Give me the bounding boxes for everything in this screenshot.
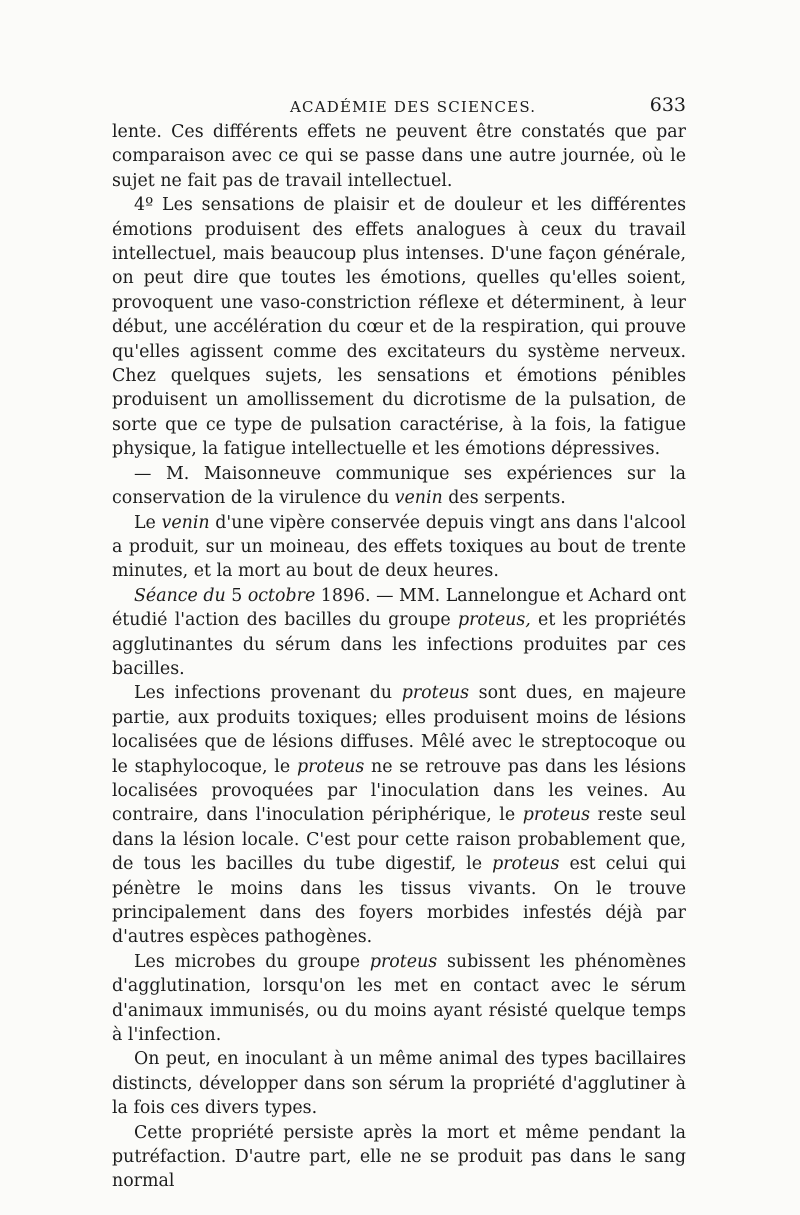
- paragraph-maisonneuve: [112, 462, 686, 511]
- page-number: 633: [649, 94, 686, 116]
- italic-term: venin: [161, 512, 210, 533]
- text-run: 1896. — MM. Lannelongue et Achard ont étudié l'action des bacilles du groupe: [112, 585, 687, 631]
- text-run: d'une vipère conservée depuis vingt ans dans l'alcool a produit, sur un moineau, des effets toxiques au bout de trente minutes, et la mort au bout de deux heures.: [112, 512, 686, 582]
- text-run: — M. Maisonneuve communique ses expériences sur la conservation de la virulence du: [112, 463, 686, 509]
- italic-term: proteus,: [457, 610, 531, 631]
- italic-term: proteus: [522, 805, 591, 826]
- italic-term: proteus: [401, 683, 470, 704]
- body-text: [112, 120, 686, 1194]
- text-run: reste seul dans la lésion locale. C'est pour cette raison probablement que, de tous les bacilles du tube digestif, le: [112, 805, 686, 875]
- italic-term: proteus: [492, 854, 560, 875]
- italic-term: Séance du: [134, 585, 226, 606]
- paragraph-inoculation: On peut, en inoculant à un même animal des types bacillaires distincts, développer dans son sérum la propriété d'agglutiner à la fois ces divers types.: [112, 1049, 686, 1119]
- text-run: Les infections provenant du: [134, 683, 402, 704]
- italic-term: proteus: [369, 951, 438, 972]
- text-run: subissent les phénomènes d'agglutination, lorsqu'on les met en contact avec le sérum d'animaux immunisés, ou du moins ayant résisté quelque temps à l'infection.: [112, 951, 686, 1046]
- italic-term: venin: [394, 488, 443, 509]
- text-run: des serpents.: [442, 488, 566, 509]
- italic-term: proteus: [296, 756, 365, 777]
- paragraph-microbes: [112, 950, 686, 1048]
- document-page: [112, 92, 686, 1194]
- text-run: Le: [134, 512, 162, 533]
- text-run: et les propriétés agglutinantes du sérum dans les infections produites par ces bacilles.: [112, 610, 687, 679]
- paragraph-seance: [112, 584, 686, 682]
- italic-term: octobre: [247, 585, 316, 606]
- paragraph-persistence: Cette propriété persiste après la mort et même pendant la putréfaction. D'autre part, elle ne se produit pas dans le sang normal: [112, 1122, 686, 1192]
- text-run: 5: [225, 585, 248, 606]
- paragraph-emotions: 4º Les sensations de plaisir et de douleur et les différentes émotions produisent des effets analogues à ceux du travail intellectuel, mais beaucoup plus intenses. D'une façon générale, on peut dire que toutes les émotions, quelles qu'elles soient, provoquent une vaso-constriction réflexe et déterminent, à leur début, une accélération du cœur et de la respiration, qui prouve qu'elles agissent comme des excitateurs du système nerveux. Chez quelques sujets, les sensations et émotions pénibles produisent un amollissement du dicrotisme de la pulsation, de sorte que ce type de pulsation caractérise, à la fois, la fatigue physique, la fatigue intellectuelle et les émotions dépressives.: [112, 195, 686, 460]
- running-header: [112, 92, 686, 120]
- paragraph-continuation: lente. Ces différents effets ne peuvent être constatés que par comparaison avec ce qui se passe dans une autre journée, où le sujet ne fait pas de travail intellectuel.: [112, 122, 686, 191]
- text-run: Les microbes du groupe: [134, 951, 370, 972]
- text-run: ne se retrouve pas dans les lésions localisées provoquées par l'inoculation dans les veines. Au contraire, dans l'inoculation périphérique, le: [112, 756, 686, 826]
- text-run: est celui qui pénètre le moins dans les tissus vivants. On le trouve principalement dans des foyers morbides infestés déjà par d'autres espèces pathogènes.: [112, 854, 686, 948]
- text-run: sont dues, en majeure partie, aux produits toxiques; elles produisent moins de lésions localisées que de lésions diffuses. Mêlé avec le streptocoque ou le staphylocoque, le: [112, 683, 686, 777]
- running-title: ACADÉMIE DES SCIENCES.: [290, 98, 537, 116]
- paragraph-infections: [112, 681, 686, 949]
- paragraph-venin: [112, 511, 686, 584]
